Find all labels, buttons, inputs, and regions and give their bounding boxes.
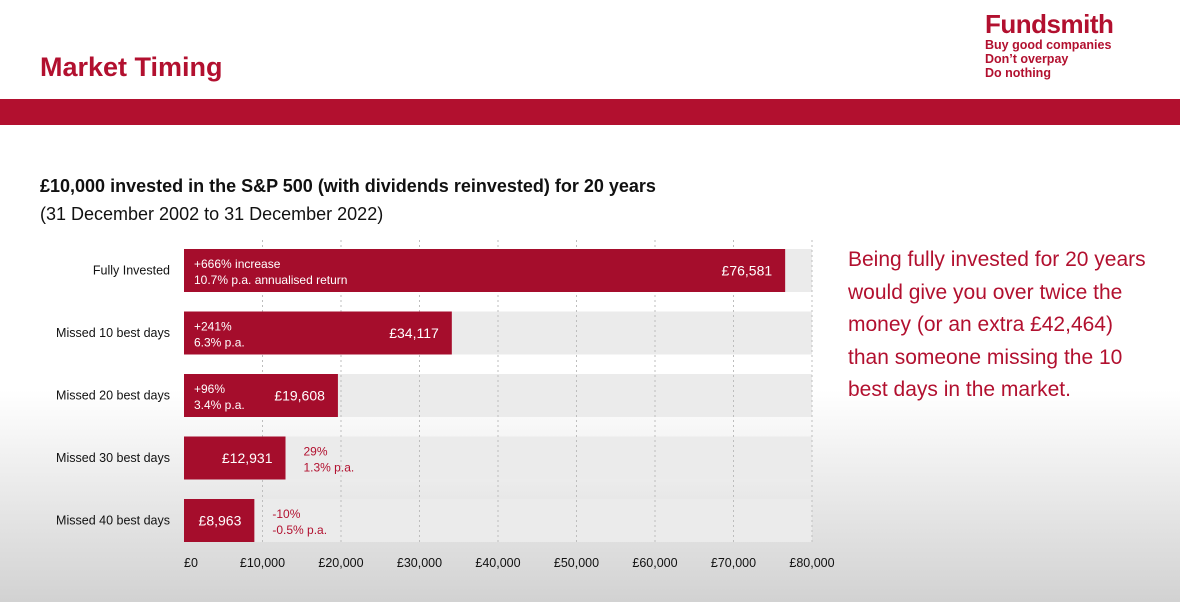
callout-text: Being fully invested for 20 years would give you over twice the money (or an extra £42,464) than someone missing the 10 best days in the market. bbox=[848, 248, 1146, 401]
value-label: £19,608 bbox=[274, 387, 325, 404]
x-tick-label: £80,000 bbox=[789, 556, 835, 570]
annotation-change: +241% bbox=[194, 319, 232, 334]
category-label: Missed 40 best days bbox=[56, 513, 170, 528]
annotation-annual: -0.5% p.a. bbox=[272, 523, 328, 537]
x-tick-label: £0 bbox=[184, 556, 198, 570]
x-tick-label: £10,000 bbox=[239, 556, 286, 570]
category-label: Missed 20 best days bbox=[56, 388, 170, 403]
logo-tagline-3: Do nothing bbox=[985, 66, 1051, 80]
annotation-annual: 6.3% p.a. bbox=[194, 335, 245, 350]
category-label: Fully Invested bbox=[92, 263, 170, 278]
value-label: £76,581 bbox=[721, 262, 773, 279]
annotation-change: -10% bbox=[272, 507, 301, 521]
x-tick-label: £30,000 bbox=[396, 556, 443, 570]
logo-tagline-2: Don’t overpay bbox=[985, 52, 1069, 66]
annotation-change: 29% bbox=[303, 444, 328, 459]
annotation-annual: 3.4% p.a. bbox=[194, 398, 245, 412]
value-label: £8,963 bbox=[198, 512, 242, 529]
logo-name: Fundsmith bbox=[985, 9, 1114, 39]
category-label: Missed 30 best days bbox=[56, 451, 170, 465]
value-label: £34,117 bbox=[389, 325, 439, 341]
value-label: £12,931 bbox=[221, 450, 273, 466]
page-title: Market Timing bbox=[40, 52, 223, 82]
x-tick-label: £60,000 bbox=[632, 556, 678, 570]
x-tick-label: £40,000 bbox=[475, 556, 521, 570]
x-tick-label: £20,000 bbox=[318, 556, 364, 570]
category-label: Missed 10 best days bbox=[56, 326, 170, 340]
annotation-annual: 10.7% p.a. annualised return bbox=[194, 273, 348, 287]
chart-subtitle: (31 December 2002 to 31 December 2022) bbox=[40, 204, 384, 224]
x-tick-label: £50,000 bbox=[553, 556, 600, 570]
chart-title: £10,000 invested in the S&P 500 (with dividends reinvested) for 20 years bbox=[40, 176, 656, 196]
x-tick-label: £70,000 bbox=[710, 556, 757, 570]
annotation-change: +666% increase bbox=[194, 257, 281, 271]
annotation-annual: 1.3% p.a. bbox=[303, 460, 355, 475]
annotation-change: +96% bbox=[194, 382, 226, 396]
logo-tagline-1: Buy good companies bbox=[985, 38, 1112, 52]
